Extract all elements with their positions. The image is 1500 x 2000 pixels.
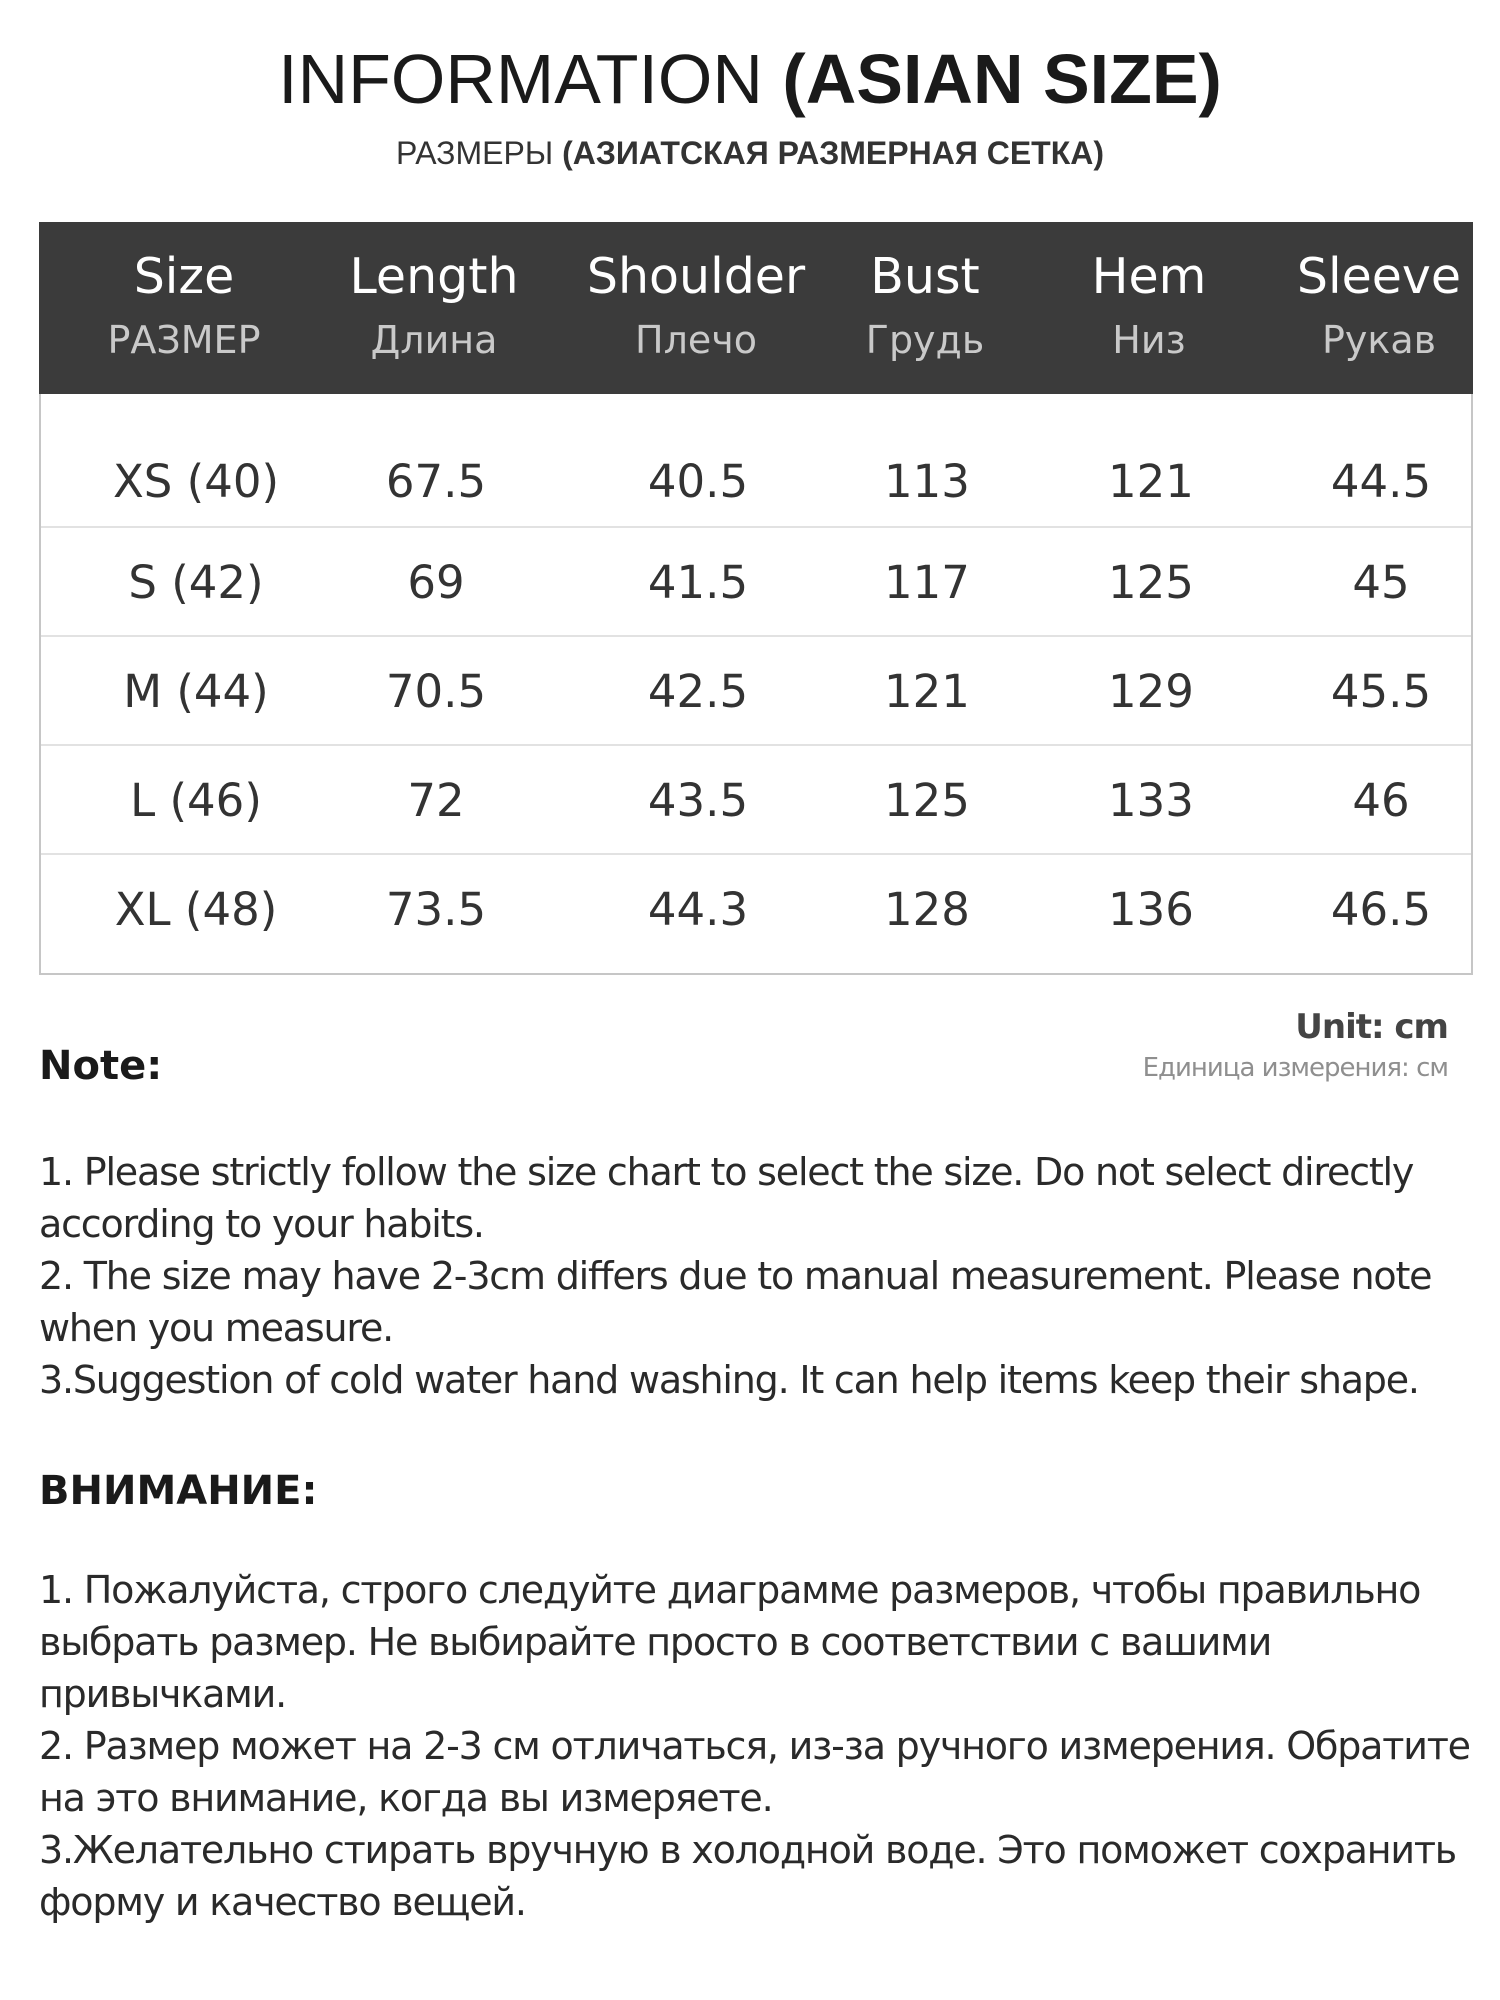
column-header-size: [74, 242, 294, 368]
column-header-bust-en: Bust: [870, 248, 980, 305]
table-cell-size: XL (48): [114, 883, 278, 936]
table-cell-length: 70.5: [385, 665, 487, 718]
note-item-en: 1. Please strictly follow the size chart to select the size. Do not select directly according to your habits.: [39, 1150, 1414, 1246]
table-cell-bust: 125: [884, 774, 970, 827]
table-cell-shoulder: 40.5: [647, 455, 749, 508]
table-cell-shoulder: 41.5: [647, 556, 749, 609]
note-item-ru: 2. Размер может на 2-3 см отличаться, из-за ручного измерения. Обратите на это внимание, когда вы измеряете.: [39, 1724, 1470, 1820]
page-subtitle: [0, 131, 1500, 175]
note-item-en: 3.Suggestion of cold water hand washing. It can help items keep their shape.: [39, 1358, 1419, 1402]
table-cell-size: L (46): [130, 774, 262, 827]
note-list-en: [39, 1146, 1479, 1406]
table-cell-size: M (44): [123, 665, 269, 718]
table-cell-bust: 113: [884, 455, 970, 508]
table-cell-length: 67.5: [385, 455, 487, 508]
table-row: [41, 635, 1471, 746]
note-list-ru: [39, 1564, 1479, 1928]
unit-label-en: Unit: cm: [1295, 1007, 1448, 1047]
table-cell-sleeve: 46: [1352, 774, 1410, 827]
table-cell-shoulder: 43.5: [647, 774, 749, 827]
title-light: INFORMATION: [278, 40, 763, 118]
unit-label-ru: Единица измерения: см: [1142, 1053, 1448, 1083]
table-cell-bust: 128: [884, 883, 970, 936]
table-cell-shoulder: 44.3: [647, 883, 749, 936]
table-cell-sleeve: 45: [1352, 556, 1410, 609]
table-cell-bust: 117: [884, 556, 970, 609]
table-cell-hem: 125: [1108, 556, 1194, 609]
page-title: [0, 34, 1500, 124]
table-cell-hem: 136: [1108, 883, 1194, 936]
unit-label: [1143, 1004, 1448, 1086]
table-cell-bust: 121: [884, 665, 970, 718]
column-header-bust-ru: Грудь: [865, 318, 985, 362]
column-header-length-ru: Длина: [370, 318, 498, 362]
table-row: [41, 744, 1471, 855]
column-header-shoulder-en: Shoulder: [586, 248, 806, 305]
size-table: [39, 222, 1473, 975]
column-header-sleeve: [1269, 242, 1489, 368]
table-cell-length: 73.5: [385, 883, 487, 936]
table-cell-hem: 133: [1108, 774, 1194, 827]
table-cell-length: 69: [407, 556, 465, 609]
table-cell-sleeve: 45.5: [1330, 665, 1432, 718]
column-header-bust: [815, 242, 1035, 368]
table-cell-hem: 121: [1108, 455, 1194, 508]
column-header-sleeve-en: Sleeve: [1296, 248, 1462, 305]
note-item-en: 2. The size may have 2-3cm differs due to manual measurement. Please note when you measure.: [39, 1254, 1432, 1350]
column-header-length: [324, 242, 544, 368]
table-cell-shoulder: 42.5: [647, 665, 749, 718]
table-header: [39, 222, 1473, 394]
table-cell-hem: 129: [1108, 665, 1194, 718]
table-cell-sleeve: 44.5: [1330, 455, 1432, 508]
table-cell-sleeve: 46.5: [1330, 883, 1432, 936]
table-row: [41, 427, 1471, 536]
column-header-size-en: Size: [133, 248, 235, 305]
note-item-ru: 1. Пожалуйста, строго следуйте диаграмме размеров, чтобы правильно выбрать размер. Не выбирайте просто в соответствии с вашими привычками.: [39, 1568, 1421, 1716]
column-header-shoulder-ru: Плечо: [635, 318, 757, 362]
title-bold: (ASIAN SIZE): [782, 40, 1222, 118]
table-cell-length: 72: [407, 774, 465, 827]
column-header-hem: [1039, 242, 1259, 368]
table-cell-size: XS (40): [112, 455, 280, 508]
column-header-shoulder: [586, 242, 806, 368]
subtitle-light: РАЗМЕРЫ: [395, 135, 554, 171]
column-header-hem-ru: Низ: [1112, 318, 1186, 362]
column-header-hem-en: Hem: [1091, 248, 1207, 305]
subtitle-bold: (АЗИАТСКАЯ РАЗМЕРНАЯ СЕТКА): [562, 135, 1105, 171]
table-row: [41, 853, 1471, 964]
note-item-ru: 3.Желательно стирать вручную в холодной воде. Это поможет сохранить форму и качество вещей.: [39, 1828, 1457, 1924]
column-header-sleeve-ru: Рукав: [1321, 318, 1437, 362]
table-row: [41, 526, 1471, 637]
note-heading-en: Note:: [39, 1043, 163, 1089]
table-cell-size: S (42): [128, 556, 264, 609]
note-heading-ru: ВНИМАНИЕ:: [39, 1468, 318, 1514]
column-header-length-en: Length: [349, 248, 519, 305]
column-header-size-ru: РАЗМЕР: [107, 318, 261, 362]
